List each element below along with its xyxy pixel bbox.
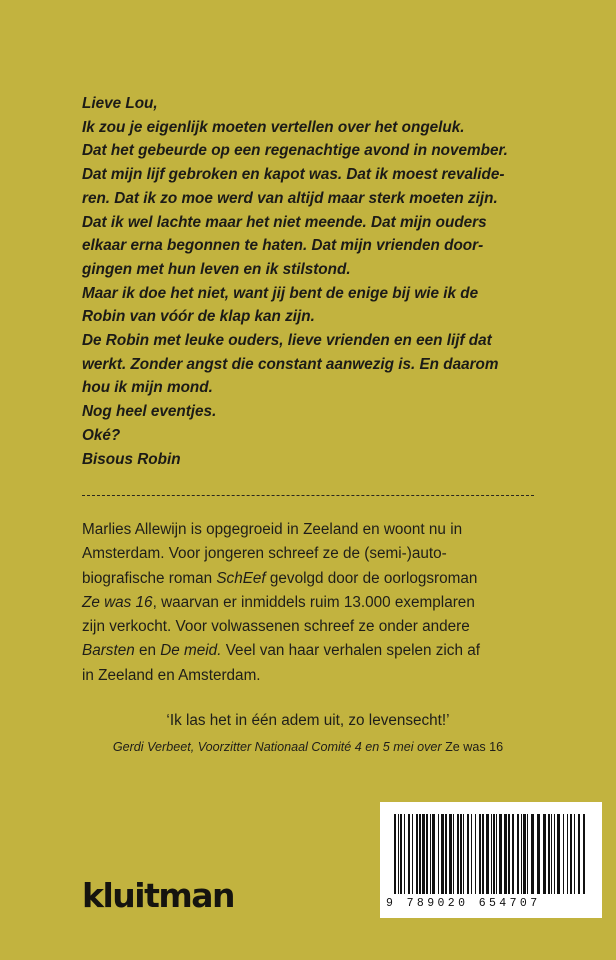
barcode-bar	[426, 814, 428, 894]
book-title: Ze was 16	[82, 593, 153, 611]
bio-text: biografische roman	[82, 569, 217, 587]
barcode-bar	[521, 814, 522, 894]
bio-text: Marlies Allewijn is opgegroeid in Zeeland en woont nu in	[82, 521, 463, 538]
letter-line: Dat mijn lijf gebroken en kapot was. Dat ik moest revalide-	[82, 166, 505, 184]
bio-text: Veel van haar verhalen spelen zich af	[221, 642, 480, 660]
letter-line: Lieve Lou,	[82, 95, 158, 112]
letter-line: Dat ik wel lachte maar het niet meende. Dat mijn ouders	[82, 213, 487, 231]
barcode-bar	[512, 814, 514, 894]
letter-line: De Robin met leuke ouders, lieve vrienden en een lijf dat	[82, 332, 492, 350]
barcode-bar	[583, 814, 585, 894]
barcode-bar	[471, 814, 472, 894]
barcode-bar	[551, 814, 552, 894]
barcode-bar	[517, 814, 519, 894]
barcode-bar	[412, 814, 413, 894]
barcode	[380, 802, 602, 918]
bio-text: gevolgd door de oorlogsroman	[265, 569, 478, 587]
bio-line	[82, 639, 542, 663]
barcode-bar	[531, 814, 534, 894]
letter-line: Bisous Robin	[82, 450, 181, 468]
barcode-bar	[475, 814, 476, 894]
barcode-bar	[394, 814, 396, 894]
barcode-bar	[453, 814, 454, 894]
barcode-bar	[441, 814, 444, 894]
book-title: SchEef	[216, 569, 266, 587]
book-title: Barsten	[82, 642, 135, 660]
barcode-bar	[438, 814, 439, 894]
barcode-bar	[548, 814, 550, 894]
attribution-source: Gerdi Verbeet, Voorzitter Nationaal Comité 4 en 5 mei over	[112, 740, 442, 754]
barcode-bar	[449, 814, 452, 894]
bio-line	[82, 591, 542, 615]
bio-text: in Zeeland en Amsterdam.	[82, 666, 261, 684]
bio-line	[82, 542, 542, 566]
barcode-bar	[460, 814, 462, 894]
barcode-bar	[486, 814, 489, 894]
barcode-bar	[543, 814, 546, 894]
barcode-bar	[482, 814, 484, 894]
barcode-bars	[392, 814, 588, 894]
barcode-bar	[419, 814, 421, 894]
bio-line	[82, 518, 542, 542]
barcode-bar	[430, 814, 431, 894]
letter-line: Robin van vóór de klap kan zijn.	[82, 308, 315, 326]
letter-line: gingen met hun leven en ik stilstond.	[82, 260, 351, 278]
author-bio	[82, 518, 542, 688]
letter-line: Nog heel eventjes.	[82, 403, 217, 421]
letter-line: Dat het gebeurde op een regenachtige avond in november.	[82, 142, 508, 160]
barcode-bar	[527, 814, 528, 894]
barcode-bar	[537, 814, 540, 894]
letter-line: elkaar erna begonnen te haten. Dat mijn vrienden door-	[82, 237, 484, 255]
barcode-bar	[496, 814, 497, 894]
barcode-bar	[457, 814, 459, 894]
book-title: De meid.	[160, 642, 222, 660]
publisher-logo: kluitman	[82, 876, 234, 915]
letter-line: hou ik mijn mond.	[82, 379, 213, 397]
bio-text: , waarvan er inmiddels ruim 13.000 exemplaren	[152, 593, 475, 611]
barcode-bar	[463, 814, 464, 894]
barcode-bar	[563, 814, 564, 894]
barcode-bar	[432, 814, 435, 894]
barcode-bar	[408, 814, 410, 894]
bio-line	[82, 615, 542, 639]
barcode-bar	[416, 814, 418, 894]
barcode-bar	[557, 814, 560, 894]
barcode-bar	[554, 814, 555, 894]
bio-text: en	[134, 642, 161, 660]
barcode-number: 9 789020 654707	[386, 897, 541, 910]
barcode-bar	[422, 814, 425, 894]
letter-line: Ik zou je eigenlijk moeten vertellen over het ongeluk.	[82, 118, 465, 136]
barcode-bar	[523, 814, 526, 894]
letter-line: ren. Dat ik zo moe werd van altijd maar sterk moeten zijn.	[82, 189, 498, 207]
barcode-bar	[574, 814, 575, 894]
bio-line	[82, 567, 542, 591]
letter-line: Oké?	[82, 426, 121, 444]
attribution-book: Ze was 16	[441, 740, 504, 754]
barcode-bar	[508, 814, 510, 894]
barcode-bar	[467, 814, 469, 894]
barcode-bar	[479, 814, 481, 894]
letter-text	[82, 92, 542, 471]
barcode-bar	[578, 814, 580, 894]
barcode-bar	[445, 814, 447, 894]
bio-line	[82, 664, 542, 688]
review-quote: ‘Ik las het in één adem uit, zo levensecht!’	[166, 712, 450, 729]
quote-attribution	[0, 740, 616, 754]
bio-text: zijn verkocht. Voor volwassenen schreef ze onder andere	[82, 618, 470, 636]
barcode-bar	[567, 814, 568, 894]
letter-line: werkt. Zonder angst die constant aanwezig is. En daarom	[82, 355, 499, 373]
barcode-bar	[400, 814, 402, 894]
barcode-bar	[404, 814, 405, 894]
bio-text: Amsterdam. Voor jongeren schreef ze de (semi-)auto-	[82, 545, 447, 563]
barcode-bar	[491, 814, 492, 894]
letter-line: Maar ik doe het niet, want jij bent de enige bij wie ik de	[82, 284, 479, 302]
barcode-bar	[570, 814, 572, 894]
dashed-divider	[82, 495, 534, 496]
barcode-bar	[499, 814, 502, 894]
barcode-bar	[398, 814, 399, 894]
barcode-bar	[504, 814, 507, 894]
barcode-bar	[493, 814, 495, 894]
